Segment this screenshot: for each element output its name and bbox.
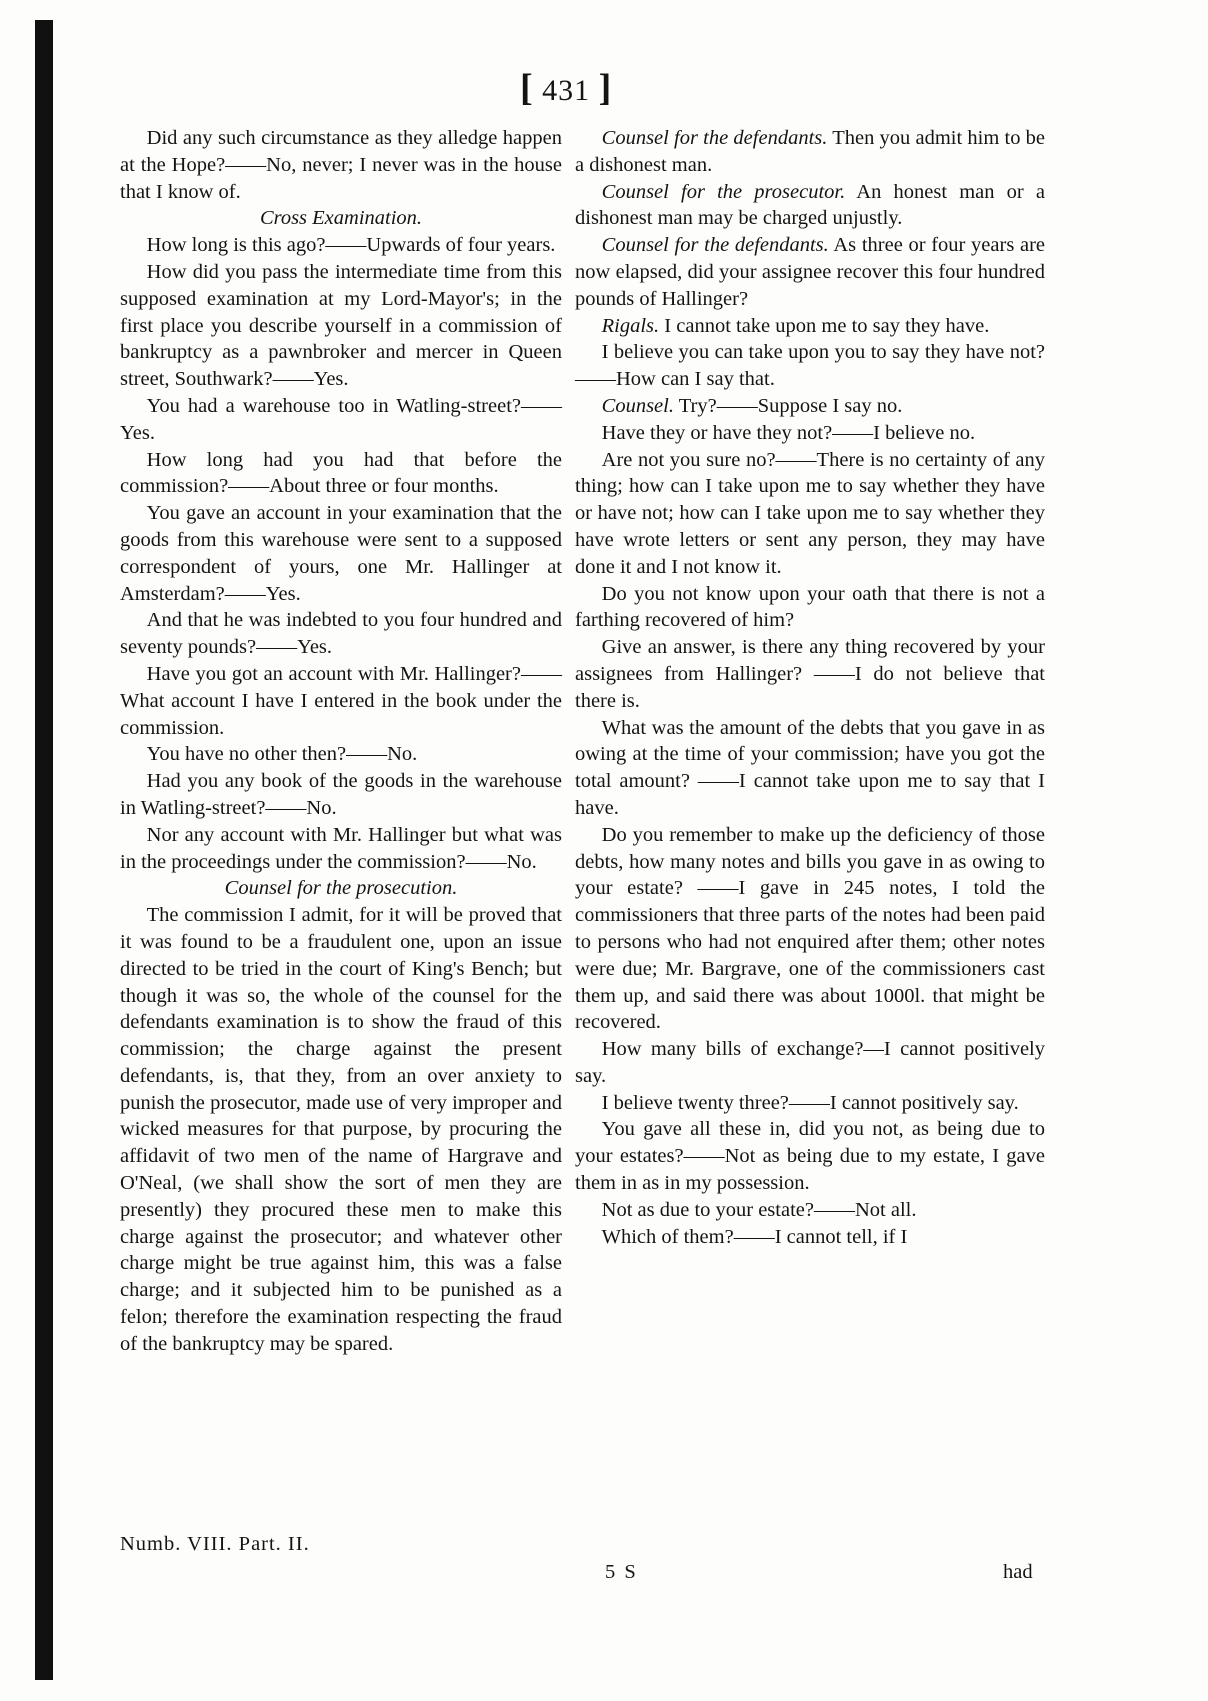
paragraph [575,313,1045,340]
paragraph-text: Did any such circumstance as they alledge happen at the Hope?——No, never; I never was in the house that I know of. [120,127,562,203]
paragraph [120,741,562,768]
paragraph [575,1197,1045,1224]
section-heading: Counsel for the prosecution. [224,877,458,900]
speaker-label: Counsel. [601,394,674,417]
paragraph-text: Give an answer, is there any thing recovered by your assignees from Hallinger? ——I do not believe that there is. [575,636,1045,712]
paragraph-text: Which of them?——I cannot tell, if I [601,1225,908,1248]
binding-shadow [35,20,53,1680]
page-header [520,66,612,110]
paragraph-text: Nor any account with Mr. Hallinger but what was in the proceedings under the commission?——No. [120,823,562,873]
paragraph-text: You had a warehouse too in Watling-street?——Yes. [120,394,562,444]
paragraph-text: The commission I admit, for it will be proved that it was found to be a fraudulent one, upon an issue directed to be tried in the court of King's Bench; but though it was so, the whole of the counsel for the defendants examination is to show the fraud of this commission; the charge against the present defendants, is, that they, from an over anxiety to punish the prosecutor, made use of very improper and wicked measures for that purpose, by procuring the affidavit of two men of the name of Hargrave and O'Neal, (we shall show the sort of men they are presently) they procured these men to make this charge against the prosecutor; and whatever other charge might be true against him, this was a false charge; and it subjected him to be punished as a felon; therefore the examination respecting the fraud of the bankruptcy may be spared. [120,904,562,1355]
paragraph [120,393,562,447]
paragraph-text: And that he was indebted to you four hundred and seventy pounds?——Yes. [120,609,562,659]
section-heading: Cross Examination. [259,207,423,230]
paragraph-text: Have you got an account with Mr. Hallinger?——What account I have I entered in the book under the commission. [120,662,562,739]
paragraph [120,607,562,661]
left-column [120,125,562,1358]
speaker-label: Rigals. [601,314,660,337]
paragraph-text: How many bills of exchange?—I cannot positively say. [575,1038,1045,1087]
paragraph-text: Do you not know upon your oath that there is not a farthing recovered of him? [575,582,1045,632]
paragraph-text: Had you any book of the goods in the warehouse in Watling-street?——No. [120,770,562,819]
paragraph [575,1224,1045,1251]
paragraph-text: You gave all these in, did you not, as being due to your estates?——Not as being due to my estate, I gave them in as in my possession. [575,1118,1045,1195]
paragraph-text: How long had you had that before the commission?——About three or four months. [120,448,562,498]
part-label: Numb. VIII. Part. II. [120,1533,310,1555]
paragraph [575,581,1045,635]
paragraph [120,822,562,876]
paragraph-text: As three or four years are now elapsed, did your assignee recover this four hundred pounds of Hallinger? [575,234,1046,310]
paragraph [120,447,562,501]
catchword: had [1003,1561,1033,1583]
paragraph [120,125,562,205]
paragraph [120,500,562,607]
paragraph [575,634,1045,714]
paragraph [120,259,562,393]
paragraph [575,393,1045,420]
paragraph-text: An honest man or a dishonest man may be charged unjustly. [575,180,1045,230]
paragraph [120,768,562,822]
paragraph [575,420,1045,447]
paragraph [575,1090,1045,1117]
paragraph [575,822,1045,1036]
paragraph [575,125,1045,179]
page-number: 431 [542,74,591,107]
paragraph [575,232,1045,312]
paragraph-text: I believe you can take upon you to say they have not?——How can I say that. [575,341,1045,391]
paragraph [120,661,562,741]
paragraph-text: How did you pass the intermediate time from this supposed examination at my Lord-Mayor's; in the first place you describe yourself in a commission of bankruptcy as a pawnbroker and mercer in Queen street, Southwark?——Yes. [120,260,562,391]
speaker-label: Counsel for the defendants. [601,234,829,257]
speaker-label: Counsel for the defendants. [601,127,828,149]
paragraph [575,1116,1045,1196]
paragraph-text: Have they or have they not?——I believe no. [601,421,976,444]
speaker-label: Counsel for the prosecutor. [601,180,846,203]
paragraph [575,339,1045,393]
paragraph [575,715,1045,822]
paragraph-text: How long is this ago?——Upwards of four years. [146,234,556,257]
open-bracket: [ [520,67,534,109]
close-bracket: ] [598,67,613,109]
paragraph [120,232,562,259]
paragraph-text: Do you remember to make up the deficiency of those debts, how many notes and bills you gave in as owing to your estate? ——I gave in 245 notes, I told the commissioners that three parts of the notes had been paid to persons who had not enquired after them; other notes were due; Mr. Bargrave, one of the commissioners cast them up, and said there was about 1000l. that might be recovered. [575,823,1045,1034]
paragraph-text: You have no other then?——No. [146,743,418,766]
paragraph-text: Then you admit him to be a dishonest man. [575,127,1045,176]
paragraph-text: You gave an account in your examination that the goods from this warehouse were sent to a supposed correspondent of yours, one Mr. Hallinger at Amsterdam?——Yes. [120,502,562,605]
paragraph-text: Not as due to your estate?——Not all. [601,1198,917,1221]
paragraph [575,179,1045,233]
right-column [575,125,1045,1250]
paragraph-text: Are not you sure no?——There is no certainty of any thing; how can I take upon me to say whether they have or have not; how can I take upon me to say whether they have wrote letters or sent any person, they may have done it and I not know it. [575,448,1045,578]
paragraph-text: Try?——Suppose I say no. [678,394,903,417]
paragraph [575,1036,1045,1090]
paragraph [575,447,1045,581]
paragraph-text: I cannot take upon me to say they have. [664,314,990,337]
paragraph-text: I believe twenty three?——I cannot positively say. [601,1091,1019,1114]
paragraph-text: What was the amount of the debts that you gave in as owing at the time of your commission; have you got the total amount? ——I cannot take upon me to say that I have. [575,716,1045,819]
paragraph [120,902,562,1358]
signature-mark: 5 S [605,1561,638,1583]
